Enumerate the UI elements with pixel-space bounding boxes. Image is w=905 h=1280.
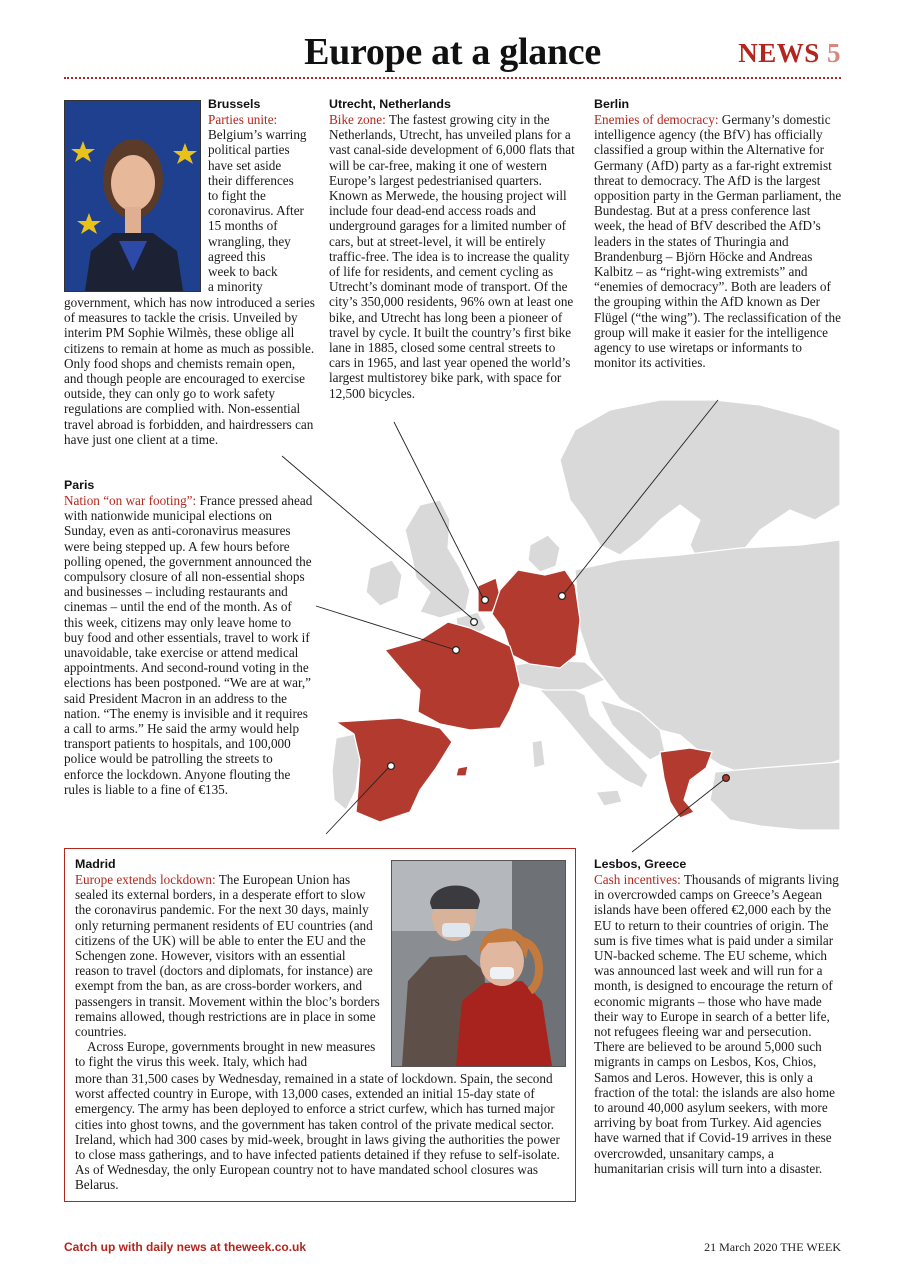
map-sardinia	[532, 740, 545, 768]
map-turkey	[710, 762, 840, 830]
brussels-lead: Parties unite:	[208, 112, 278, 127]
berlin-body: Germany’s domestic intelligence agency (the BfV) has officially classified a group within the Alternative for Germany (AfD) party as a far-right extremist threat to democracy. The AfD is the largest opposition party in the German parliament, the Bundestag. But at a press conference last week, the head of BfV described the AfD’s leaders in the states of Thuringia and Brandenburg – Björn Höcke and Andreas Kalbitz – as “right-wing extremists” and “enemies of democracy”. Both are leaders of the grouping within the AfD known as Der Flügel (“the wing”). The reclassification of the group will make it easier for the intelligence agency to use wiretaps or informants to monitor its activities.	[594, 112, 842, 371]
madrid-photo	[391, 860, 566, 1067]
berlin-lead: Enemies of democracy:	[594, 112, 719, 127]
map-scandinavia	[560, 400, 840, 565]
utrecht-heading: Utrecht, Netherlands	[329, 97, 451, 111]
brussels-line: wrangling, they	[208, 233, 291, 249]
brussels-line: agreed this	[208, 248, 266, 264]
footer-issue-info: 21 March 2020 THE WEEK	[704, 1240, 841, 1254]
berlin-story	[594, 97, 842, 370]
utrecht-lead: Bike zone:	[329, 112, 386, 127]
map-britain	[405, 500, 470, 618]
brussels-line: political parties	[208, 142, 290, 158]
brussels-line: week to back	[208, 264, 278, 280]
footer-website-link[interactable]: Catch up with daily news at theweek.co.uk	[64, 1240, 307, 1254]
section-name: NEWS	[738, 38, 820, 68]
lesbos-story	[594, 857, 842, 1176]
paris-body: France pressed ahead with nationwide municipal elections on Sunday, even as anti-coronavirus measures were being stepped up. A few hours before polling opened, the government announced the compulsory closure of all non-essential shops and businesses – including restaurants and cinemas – until the end of the month. As of this week, citizens may only leave home to buy food and other essentials, travel to work if unavoidable, take exercise or attend medical appointments. And second-round voting in the elections has been postponed. “We are at war,” said President Macron in an address to the nation. “The enemy is invisible and it requires a call to arms.” He said the army would help transport patients to hospitals, and 100,000 police would be patrolling the streets to enforce the lockdown. Anyone flouting the rules is liable to a fine of €135.	[64, 493, 313, 797]
paris-heading: Paris	[64, 478, 95, 492]
marker-berlin	[559, 593, 566, 600]
lesbos-heading: Lesbos, Greece	[594, 857, 687, 871]
madrid-story	[75, 857, 381, 1070]
map-balearic	[456, 766, 468, 776]
marker-madrid	[388, 763, 395, 770]
paris-lead: Nation “on war footing”:	[64, 493, 197, 508]
paris-story	[64, 478, 314, 797]
brussels-body-lines	[208, 127, 318, 294]
utrecht-body: The fastest growing city in the Netherlands, Utrecht, has unveiled plans for a vast canal-side development of 6,000 flats that will be car-free, making it one of western Europe’s largest pedestrianised quarters. Known as Merwede, the housing project will include four dead-end access roads and underground garages for a limited number of cars, but at street-level, it will be entirely traffic-free. The idea is to increase the quality of life for residents, and cement cycling as Utrecht’s dominant mode of transport. Of the city’s 350,000 residents, 96% own at least one bike, and Utrecht has long been a pioneer of travel by cycle. It built the country’s first bike lane in 1885, closed some central streets to cars in 1965, and last year opened the world’s largest multistorey bike park, with space for 12,500 bicycles.	[329, 112, 575, 401]
portrait-illustration	[65, 101, 200, 291]
brussels-line: Belgium’s warring	[208, 127, 307, 143]
brussels-line: have set aside	[208, 157, 282, 173]
map-ireland	[366, 560, 402, 606]
brussels-heading: Brussels	[208, 97, 261, 111]
madrid-heading: Madrid	[75, 857, 116, 871]
brussels-line: to fight the	[208, 188, 266, 204]
map-denmark	[528, 535, 560, 572]
madrid-story-cont	[75, 1071, 565, 1193]
map-sicily	[596, 790, 622, 806]
lesbos-body: Thousands of migrants living in overcrowded camps on Greece’s Aegean islands have been offered €2,000 each by the EU to return to their countries of origin. The sum is five times what is paid under a similar UN-backed scheme. The EU scheme, which was announced last week and will run for a month, is designed to encourage the return of economic migrants – those who have made their way to Europe in search of a better life, not refugees fleeing war and persecution. There are believed to be around 5,000 such migrants in camps on Lesbos, Kos, Chios, Samos and Leros. However, this is only a fraction of the total: the islands are also home to around 40,000 asylum seekers, with more arriving by boat from Turkey. Aid agencies have warned that if Covid-19 arrives in these overcrowded, unsanitary camps, a humanitarian crisis will turn into a disaster.	[594, 872, 839, 1176]
brussels-story	[208, 97, 318, 294]
map-greece	[660, 748, 712, 818]
madrid-body-2-wide: more than 31,500 cases by Wednesday, remained in a state of lockdown. Spain, the second worst affected country in Europe, with 13,000 cases, extended an initial 15-day state of emergency. The army has been deployed to enforce a strict curfew, which has turned major cities into ghost towns, and the government has taken control of the private medical sector. Ireland, which had 300 cases by mid-week, brought in laws giving the authorities the power to close mass gatherings, and to have infected patients detained if they refuse to self-isolate. As of Wednesday, the only European country not to have mandated school closures was Belarus.	[75, 1071, 560, 1193]
marker-utrecht	[482, 597, 489, 604]
brussels-story-cont	[64, 295, 316, 447]
street-scene-illustration	[392, 861, 565, 1066]
berlin-heading: Berlin	[594, 97, 630, 111]
brussels-line: a minority	[208, 279, 263, 295]
page-title: Europe at a glance	[304, 31, 601, 73]
brussels-line: 15 months of	[208, 218, 278, 234]
madrid-lead: Europe extends lockdown:	[75, 872, 216, 887]
marker-brussels	[471, 619, 478, 626]
utrecht-story	[329, 97, 575, 401]
map-portugal	[332, 734, 360, 810]
marker-lesbos	[723, 775, 730, 782]
lesbos-lead: Cash incentives:	[594, 872, 681, 887]
madrid-body-1: The European Union has sealed its external borders, in a desperate effort to slow the coronavirus pandemic. For the next 30 days, mainly only returning permanent residents of EU countries (and citizens of the UK) will be able to enter the EU and the Schengen zone. However, visitors with an essential reason to travel (doctors and diplomats, for instance) are exempt from the ban, as are cross-border workers, and passengers in transit. Movement within the bloc’s borders remains allowed, though restrictions are in place in some countries.	[75, 872, 380, 1040]
marker-paris	[453, 647, 460, 654]
brussels-line: their differences	[208, 172, 294, 188]
madrid-body-2-narrow: Across Europe, governments brought in new measures to fight the virus this week. Italy, which had	[75, 1039, 376, 1070]
brussels-photo	[64, 100, 201, 292]
page-number: 5	[827, 38, 841, 68]
brussels-line: coronavirus. After	[208, 203, 304, 219]
brussels-body-rest: government, which has now introduced a series of measures to tackle the crisis. Unveiled by interim PM Sophie Wilmès, these oblige all citizens to remain at home as much as possible. Only food shops and chemists remain open, and though people are encouraged to exercise outside, they can only go to work safety regulations are complied with. Non-essential travel abroad is forbidden, and hairdressers can have just one client at a time.	[64, 295, 315, 447]
map-france	[385, 622, 520, 730]
